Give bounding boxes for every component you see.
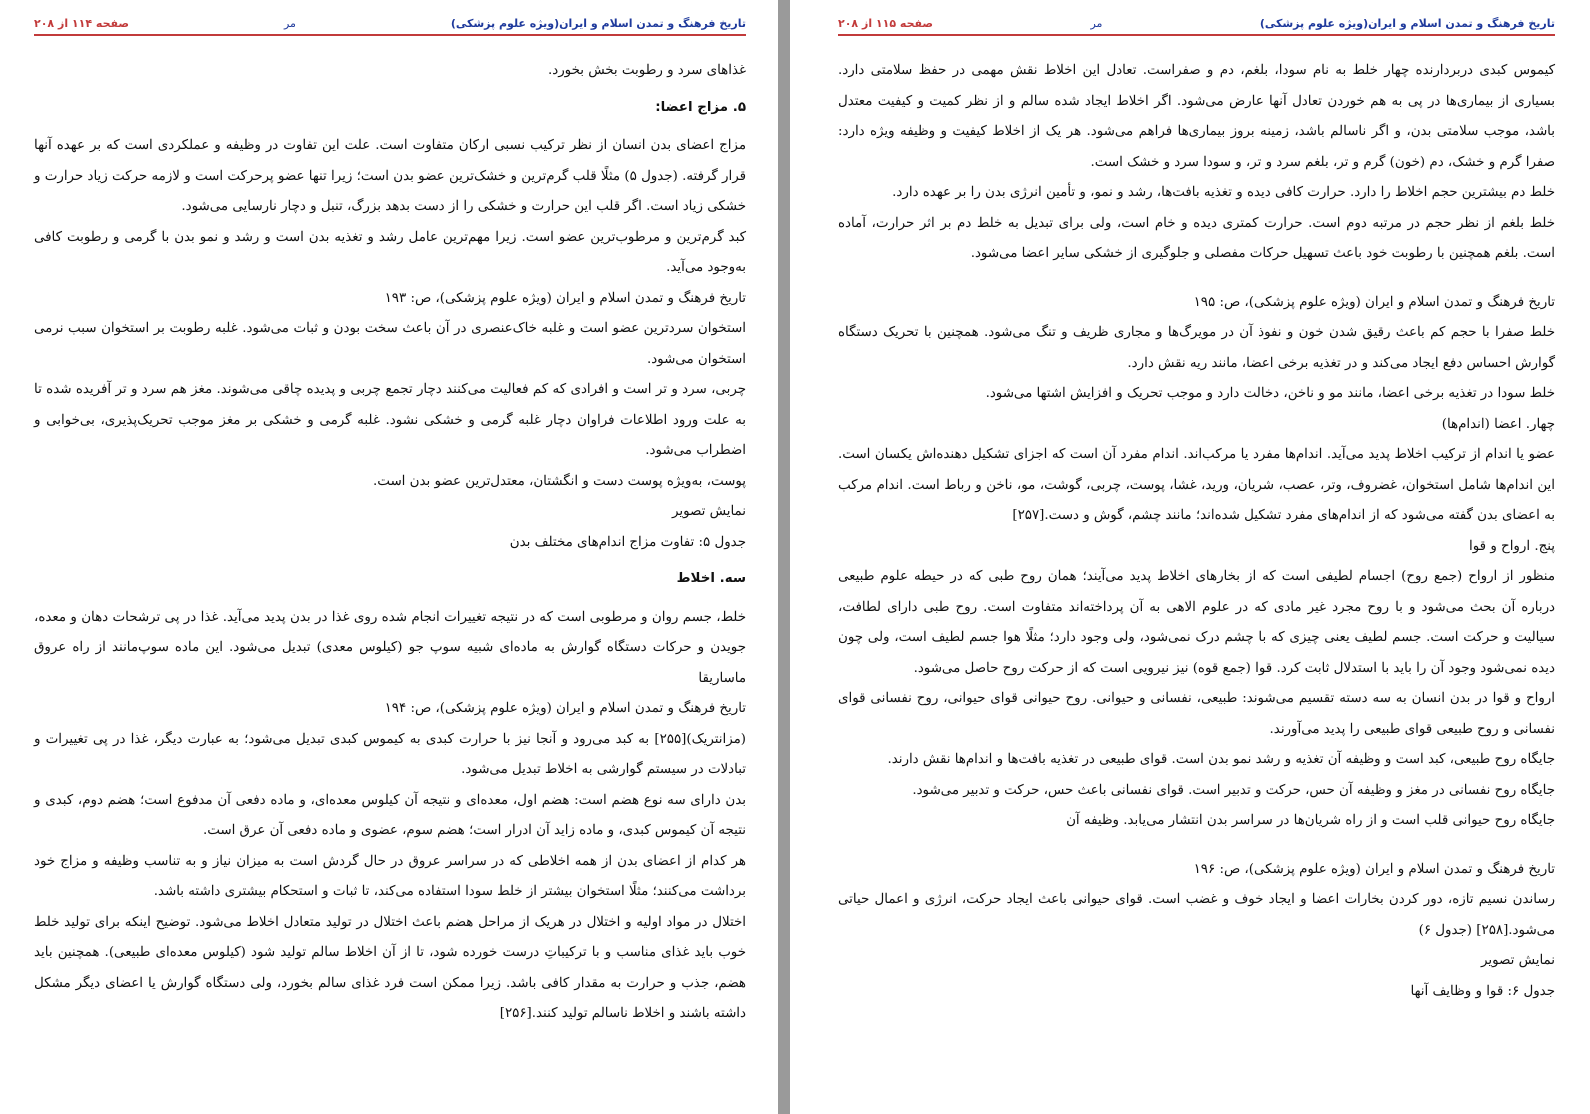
page-header <box>838 12 1555 36</box>
source-reference: تاریخ فرهنگ و تمدن اسلام و ایران (ویژه علوم پزشکی)، ص: ۱۹۶ <box>1193 861 1555 877</box>
paragraph: هر کدام از اعضای بدن از همه اخلاطی که در سراسر عروق در حال گردش است به میزان نیاز و به تناسب وظیفه و مزاج خود برداشت می‌کنند؛ مثلًا استخوان بیشتر از خلط سودا استفاده می‌کند، تا ثبات و استحکام بیشتری داشته باشد. <box>34 853 746 899</box>
paragraph: خلط دم بیشترین حجم اخلاط را دارد. حرارت کافی دیده و تغذیه بافت‌ها، رشد و نمو، و تأمین انرژی بدن را بر عهده دارد. <box>892 185 1555 200</box>
document-page-114 <box>0 0 778 1114</box>
paragraph: خلط سودا در تغذیه برخی اعضا، مانند مو و ناخن، دخالت دارد و موجب تحریک و افزایش اشتها می‌شود. <box>985 386 1555 401</box>
table-caption: جدول ۵: تفاوت مزاج اندام‌های مختلف بدن <box>509 534 746 550</box>
table-caption: جدول ۶: قوا و وظایف آنها <box>1410 983 1555 999</box>
paragraph: (مزانتریک)[۲۵۵] به کبد می‌رود و آنجا نیز با حرارت کبدی به کیموس کبدی تبدیل می‌شود؛ به عبارت دیگر، غذا در پی تغییرات و تبادلات در سیستم گوارشی به اخلاط تبدیل می‌شود. <box>34 731 746 777</box>
header-marker: مر <box>283 16 296 30</box>
page-content <box>34 56 746 1030</box>
header-page-number: صفحه ۱۱۵ از ۲۰۸ <box>838 16 934 30</box>
subsection-heading: پنج. ارواح و قوا <box>1469 538 1555 554</box>
section-heading: سه. اخلاط <box>676 571 746 586</box>
paragraph: چربی، سرد و تر است و افرادی که کم فعالیت می‌کنند دچار تجمع چربی و پدیده چاقی می‌شوند. مغز هم سرد و تر آفریده شده تا به علت ورود اطلاعات فراوان دچار غلبه گرمی و خشکی نشود. غلبه گرمی و خشکی بر مغز موجب تحریک‌پذیری، بی‌خوابی و اضطراب می‌شود. <box>34 382 746 458</box>
section-heading: ۵. مزاج اعضا: <box>655 99 746 115</box>
source-reference: تاریخ فرهنگ و تمدن اسلام و ایران (ویژه علوم پزشکی)، ص: ۱۹۴ <box>384 701 746 716</box>
paragraph: اختلال در مواد اولیه و اختلال در هریک از مراحل هضم باعث اختلال در تولید متعادل اخلاط می‌شود. توضیح اینکه برای تولید خلط خوب باید غذای مناسب و با ترکیباتِ درست خورده شود، تا از آن اخلاط سالم تولید شود (کیلوس معده‌ای طبیعی). همچنین باید هضم، جذب و حرارت به مقدار کافی باشد. زیرا ممکن است فرد غذای سالم بخورد، ولی دستگاه گوارش یا اعضای دیگر مشکل داشته باشند و اخلاط ناسالم تولید کنند.[۲۵۶] <box>34 914 746 1021</box>
show-image-link[interactable]: نمایش تصویر <box>672 504 746 519</box>
header-marker: مر <box>1090 16 1103 30</box>
paragraph: رساندن نسیم تازه، دور کردن بخارات اعضا و ایجاد خوف و غضب است. قوای حیوانی باعث ایجاد حرکت، انرژی و اعمال حیاتی می‌شود.[۲۵۸] (جدول ۶) <box>838 892 1555 938</box>
source-reference: تاریخ فرهنگ و تمدن اسلام و ایران (ویژه علوم پزشکی)، ص: ۱۹۳ <box>384 290 746 306</box>
spacer <box>838 270 1555 288</box>
paragraph: کیموس کبدی دربردارنده چهار خلط به نام سودا، بلغم، دم و صفراست. تعادل این اخلاط نقش مهمی در حفظ سلامتی دارد. بسیاری از بیماری‌ها در پی به هم خوردن تعادل آنها عارض می‌شود. اگر اخلاط ایجاد شده سالم و از نظر کمیت و کیفیت معتدل باشد، موجب سلامتی بدن، و اگر ناسالم باشد، زمینه بروز بیماری‌ها فراهم می‌شود. هر یک از اخلاط کیفیت و وظیفه ویژه دارد: صفرا گرم و خشک، دم (خون) گرم و تر، بلغم سرد و تر، و سودا سرد و خشک است. <box>838 63 1555 170</box>
paragraph: بدن دارای سه نوع هضم است: هضم اول، معده‌ای و نتیجه آن کیلوس معده‌ای، و ماده دفعی آن مدفوع است؛ هضم دوم، کبدی و نتیجه آن کیموس کبدی، و ماده زاید آن ادرار است؛ هضم سوم، عضوی و ماده دفعی آن عرق است. <box>34 792 746 838</box>
paragraph: ارواح و قوا در بدن انسان به سه دسته تقسیم می‌شوند: طبیعی، نفسانی و حیوانی. روح حیوانی قوای حیوانی، روح نفسانی قوای نفسانی و روح طبیعی قوای طبیعی را پدید می‌آورند. <box>838 691 1555 737</box>
spacer <box>838 837 1555 855</box>
show-image-link[interactable]: نمایش تصویر <box>1481 953 1555 968</box>
paragraph: عضو یا اندام از ترکیب اخلاط پدید می‌آید. اندام‌ها مفرد یا مرکب‌اند. اندام مفرد آن است که اجزای تشکیل دهنده‌اش یکسان است. این اندام‌ها شامل استخوان، غضروف، وتر، عصب، شریان، ورید، غشا، پوست، چربی، گوشت، مو، ناخن و رباط است. اندام مرکب به اعضای بدن گفته می‌شود که از اندام‌های مفرد تشکیل شده‌اند؛ مانند چشم، گوش و دست.[۲۵۷] <box>838 447 1555 523</box>
paragraph: جایگاه روح نفسانی در مغز و وظیفه آن حس، حرکت و تدبیر است. قوای نفسانی باعث حس، حرکت و تدبیر می‌شود. <box>912 782 1555 798</box>
paragraph: جایگاه روح حیوانی قلب است و از راه شریان‌ها در سراسر بدن انتشار می‌یابد. وظیفه آن <box>1066 813 1555 828</box>
source-reference: تاریخ فرهنگ و تمدن اسلام و ایران (ویژه علوم پزشکی)، ص: ۱۹۵ <box>1193 294 1555 310</box>
paragraph: خلط، جسم روان و مرطوبی است که در نتیجه تغییرات انجام شده روی غذا در بدن پدید می‌آید. غذا در پی ترشحات دهان و معده، جویدن و حرکات دستگاه گوارش به ماده‌ای شبیه سوپ جو (کیلوس معدی) تبدیل می‌شود. این ماده سوپ‌مانند از راه عروق ماساریقا <box>34 609 746 686</box>
paragraph: مزاج اعضای بدن انسان از نظر ترکیب نسبی ارکان متفاوت است. علت این تفاوت در وظیفه و عملکردی است که بر عهده آنها قرار گرفته. (جدول ۵) مثلًا قلب گرم‌ترین و خشک‌ترین عضو بدن است؛ زیرا تنها عضو پرحرکت است و لازمه حرکت زیاد حرارت و خشکی زیاد است. اگر قلب این حرارت و خشکی را از دست بدهد بزرگ، تنبل و دچار نارسایی می‌شود. <box>34 138 746 214</box>
paragraph: پوست، به‌ویژه پوست دست و انگشتان، معتدل‌ترین عضو بدن است. <box>373 473 746 489</box>
subsection-heading: چهار. اعضا (اندام‌ها) <box>1441 416 1555 432</box>
paragraph: جایگاه روح طبیعی، کبد است و وظیفه آن تغذیه و رشد نمو بدن است. قوای طبیعی در تغذیه بافت‌ها و اندام‌ها نقش دارند. <box>887 752 1555 767</box>
header-book-title: تاریخ فرهنگ و تمدن اسلام و ایران(ویژه علوم پزشکی) <box>1259 16 1555 30</box>
page-header <box>34 12 746 36</box>
paragraph: خلط بلغم از نظر حجم در مرتبه دوم است. حرارت کمتری دیده و خام است، ولی برای تبدیل به خلط دم بر اثر حرارت، آماده است. بلغم همچنین با رطوبت خود باعث تسهیل حرکات مفصلی و جلوگیری از خشکی سایر اعضا می‌شود. <box>838 215 1555 261</box>
paragraph: منظور از ارواح (جمع روح) اجسام لطیفی است که از بخارهای اخلاط پدید می‌آیند؛ همان روح طبی که در حیطه علوم طبیعی درباره آن بحث می‌شود و با روح مجرد غیر مادی که در علوم الاهی به آن پرداخته‌اند متفاوت است. روح طبی دارای لطافت، سیالیت و حرکت است. جسم لطیف یعنی چیزی که با چشم درک نمی‌شود، ولی وجود دارد؛ مثلًا هوا جسم لطیف است، ولی چون دیده نمی‌شود وجود آن را باید با استدلال ثابت کرد. قوا (جمع قوه) نیز نیرویی است که از حرکت روح حاصل می‌شود. <box>838 569 1555 676</box>
paragraph: خلط صفرا با حجم کم باعث رقیق شدن خون و نفوذ آن در مویرگ‌ها و مجاری ظریف و تنگ می‌شود. همچنین با تحریک دستگاه گوارش احساس دفع ایجاد می‌کند و در تغذیه برخی اعضا، مانند ریه نقش دارد. <box>838 325 1555 371</box>
document-page-115 <box>790 0 1590 1114</box>
paragraph: کبد گرم‌ترین و مرطوب‌ترین عضو است. زیرا مهم‌ترین عامل رشد و تغذیه بدن است و رشد و نمو بدن با گرمی و رطوبت کافی به‌وجود می‌آید. <box>34 229 746 275</box>
paragraph: غذاهای سرد و رطوبت بخش بخورد. <box>547 63 746 78</box>
header-book-title: تاریخ فرهنگ و تمدن اسلام و ایران(ویژه علوم پزشکی) <box>450 16 746 30</box>
page-content <box>838 56 1555 1007</box>
header-page-number: صفحه ۱۱۴ از ۲۰۸ <box>34 16 130 30</box>
paragraph: استخوان سردترین عضو است و غلبه خاک‌عنصری در آن باعث سخت بودن و ثبات می‌شود. غلبه رطوبت بر استخوان سبب نرمی استخوان می‌شود. <box>34 321 746 367</box>
